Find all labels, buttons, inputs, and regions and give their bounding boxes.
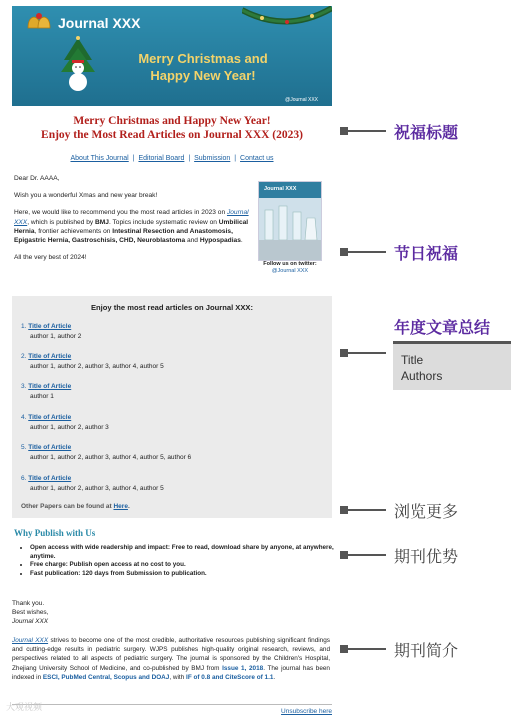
intro-body-prefix: Here, we would like to recommend you the most read articles in 2023 on — [14, 209, 226, 217]
article-title-link[interactable]: Title of Article — [28, 444, 72, 451]
why-publish-heading: Why Publish with Us — [14, 528, 96, 538]
article-authors: author 1 — [30, 393, 54, 400]
email-title-line2: Enjoy the Most Read Articles on Journal XXX (2023) — [41, 129, 303, 141]
annotation-line — [348, 130, 386, 132]
why-publish-list — [20, 544, 335, 578]
article-title-link[interactable]: Title of Article — [28, 323, 72, 330]
about-indexes: ESCI, PubMed Central, Scopus and DOAJ — [42, 673, 170, 681]
christmas-tree-snowman-icon — [58, 36, 98, 98]
list-item: • Fast publication: 120 days from Submission to publication. — [30, 570, 335, 579]
article-number: 2. — [21, 353, 27, 360]
garland-icon — [242, 6, 332, 38]
about-text2: . The journal has been indexed in — [12, 664, 330, 681]
intro-body-end: . — [240, 237, 243, 245]
closing — [12, 599, 49, 626]
annotation-holiday-wish: 节日祝福 — [394, 246, 459, 263]
most-read-heading: Enjoy the most read articles on Journal XXX: — [90, 303, 254, 312]
intro-body-mid2: . Topics include systematic review on — [108, 218, 217, 226]
article-item — [21, 443, 191, 463]
topic-list: Intestinal Resection and Anastomosis, Epigastric Hernia, Gastroschisis, CHD, Neuroblastoma — [14, 227, 233, 245]
annotation-dot — [340, 506, 348, 514]
intro-paragraph — [14, 208, 249, 245]
article-number: 6. — [21, 475, 27, 482]
closing-signature: Journal XXX — [12, 618, 49, 625]
annotation-title-authors-box — [393, 341, 511, 390]
cover-lab-illustration-icon — [259, 198, 321, 260]
annotation-line — [348, 509, 386, 511]
nav-separator: | — [188, 155, 191, 162]
nav-link-submission[interactable]: Submission — [194, 155, 231, 162]
email-title-line1: Merry Christmas and Happy New Year! — [73, 115, 271, 127]
closing-thanks: Thank you. — [12, 600, 45, 607]
about-issue-link[interactable]: Issue 1, 2018 — [222, 664, 264, 672]
annotation-box-authors: Authors — [401, 369, 443, 383]
article-authors: author 1, author 2, author 3, author 4, author 5, author 6 — [30, 454, 192, 461]
about-metrics: IF of 0.8 and CiteScore of 1.1 — [186, 673, 274, 681]
intro-body-mid4: and — [186, 237, 198, 245]
about-text3: , with — [169, 673, 185, 681]
annotation-dot — [340, 645, 348, 653]
article-number: 4. — [21, 414, 27, 421]
salutation: Dear Dr. AAAA, — [14, 175, 60, 182]
annotation-browse-more: 浏览更多 — [394, 504, 459, 521]
journal-link[interactable]: Journal XXX — [14, 209, 249, 226]
other-papers-here-link[interactable]: Here — [113, 503, 128, 510]
cover-title: Journal XXX — [259, 182, 321, 198]
nav-separator: | — [234, 155, 237, 162]
annotation-annual-summary: 年度文章总结 — [394, 320, 491, 337]
topic-umbilical: Umbilical Hernia — [14, 218, 249, 235]
list-item: • Free charge: Publish open access at no cost to you. — [30, 561, 335, 570]
intro-text — [14, 174, 249, 270]
journal-cover-image[interactable] — [258, 181, 322, 261]
intro-body-mid3: , frontier achievements on — [34, 227, 111, 235]
journal-about — [12, 636, 330, 682]
annotation-dot — [340, 248, 348, 256]
christmas-banner — [12, 6, 332, 106]
article-authors: author 1, author 2, author 3 — [30, 424, 109, 431]
annotation-journal-advantages: 期刊优势 — [394, 549, 459, 566]
other-papers-prefix: Other Papers can be found at — [21, 503, 112, 510]
nav-separator: | — [132, 155, 135, 162]
about-journal-link[interactable]: Journal XXX — [12, 637, 49, 644]
footer-divider — [12, 704, 332, 705]
article-item — [21, 352, 164, 372]
article-title-link[interactable]: Title of Article — [28, 353, 72, 360]
nav-link-contact[interactable]: Contact us — [240, 155, 274, 162]
article-authors: author 1, author 2 — [30, 333, 82, 340]
annotation-greeting-title: 祝福标题 — [394, 125, 459, 142]
nav-links — [12, 155, 332, 162]
watermark: 大观视频 — [6, 702, 43, 712]
article-number: 5. — [21, 444, 27, 451]
article-title-link[interactable]: Title of Article — [28, 414, 72, 421]
bells-icon — [24, 12, 54, 32]
banner-logo-text: Journal XXX — [58, 15, 141, 31]
list-item: • Open access with wide readership and impact: Free to read, download share by anyone, at anywhere, anytime. — [30, 544, 335, 561]
annotation-journal-intro: 期刊简介 — [394, 643, 459, 660]
article-title-link[interactable]: Title of Article — [28, 383, 72, 390]
closing-wishes: Best wishes, — [12, 609, 49, 616]
article-title-link[interactable]: Title of Article — [28, 475, 72, 482]
about-text4: . — [273, 673, 276, 681]
article-authors: author 1, author 2, author 3, author 4, author 5 — [30, 363, 164, 370]
article-number: 3. — [21, 383, 27, 390]
annotation-dot — [340, 349, 348, 357]
nav-link-editorial-board[interactable]: Editorial Board — [138, 155, 185, 162]
annotation-line — [348, 251, 386, 253]
article-item — [21, 322, 81, 342]
banner-greeting — [118, 50, 288, 84]
other-papers — [21, 503, 130, 510]
twitter-handle-link[interactable]: @Journal XXX — [271, 268, 309, 274]
article-item — [21, 474, 164, 494]
annotation-dot — [340, 127, 348, 135]
topic-hypospadias: Hypospadias — [199, 237, 241, 245]
intro-body-mid1: , which is published by — [27, 218, 94, 226]
annotation-dot — [340, 551, 348, 559]
article-item — [21, 413, 109, 433]
follow-label: Follow us on twitter: — [263, 261, 317, 267]
unsubscribe-link[interactable]: Unsubscribe here — [281, 708, 332, 715]
article-authors: author 1, author 2, author 3, author 4, author 5 — [30, 485, 164, 492]
annotation-line — [348, 352, 386, 354]
annotation-line — [348, 554, 386, 556]
most-read-box — [12, 296, 332, 518]
banner-greeting-line1: Merry Christmas and — [138, 51, 268, 66]
article-item — [21, 382, 71, 402]
best-wishes-line: All the very best of 2024! — [14, 254, 87, 262]
annotation-box-title: Title — [401, 353, 424, 367]
holiday-wish: Wish you a wonderful Xmas and new year break! — [14, 192, 158, 200]
other-papers-suffix: . — [127, 503, 130, 510]
nav-link-about[interactable]: About This Journal — [70, 155, 129, 162]
banner-handle: @Journal XXX — [285, 97, 318, 103]
email-title — [12, 114, 332, 142]
banner-greeting-line2: Happy New Year! — [150, 68, 256, 83]
publisher-name: BMJ — [95, 218, 109, 226]
article-number: 1. — [21, 323, 27, 330]
follow-twitter — [252, 261, 328, 275]
about-text1: strives to become one of the most credible, authoritative resources publishing significant findings and cutting-edge results in pediatric surgery. WJPS publishes high-quality original research, reviews, and perspectives related to all aspects of pediatric surgery. The journal is sponsored by the Children's Hospital, Zhejiang University School of Medicine, and co-published by BMJ from — [12, 637, 330, 672]
annotation-line — [348, 648, 386, 650]
